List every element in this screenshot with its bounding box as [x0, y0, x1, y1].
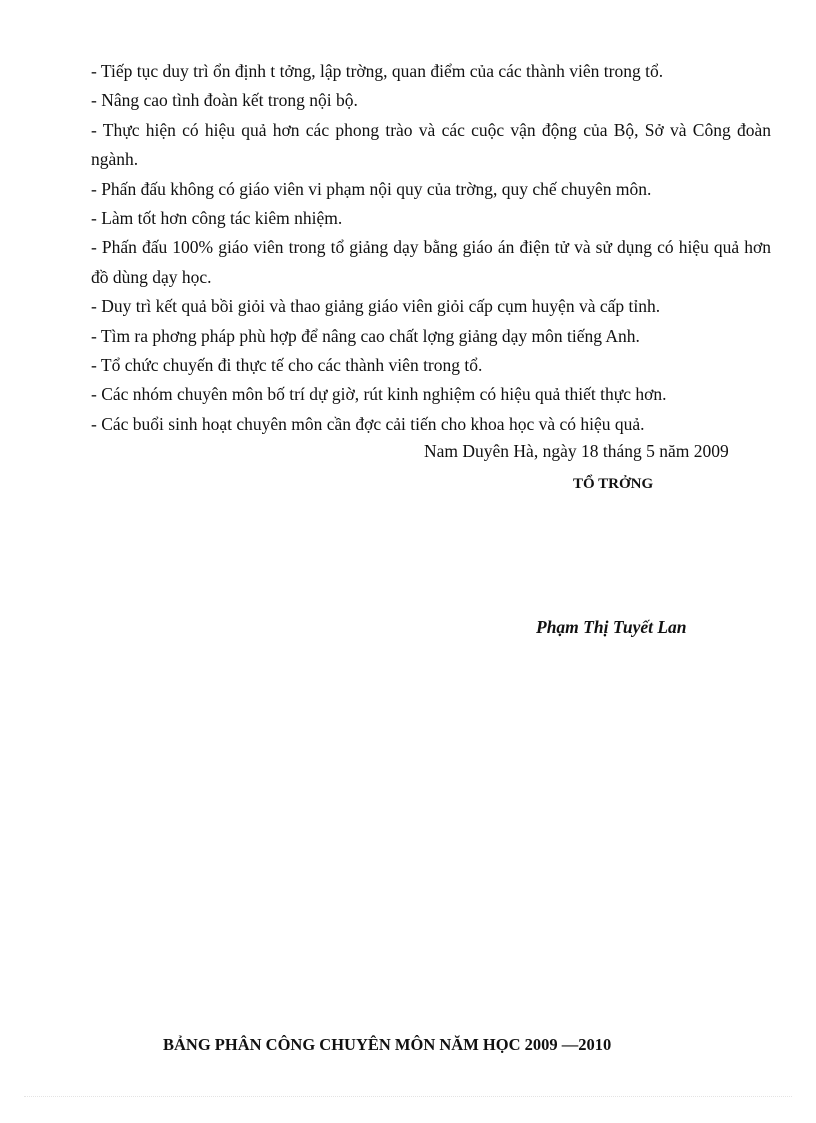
plan-item: - Thực hiện có hiệu quả hơn các phong trào và các cuộc vận động của Bộ, Sở và Công đoàn ngành. [91, 119, 771, 170]
place-date-line: Nam Duyên Hà, ngày 18 tháng 5 năm 2009 [424, 441, 729, 461]
plan-item: - Các nhóm chuyên môn bố trí dự giờ, rút kinh nghiệm có hiệu quả thiết thực hơn. [91, 384, 667, 405]
signer-role: TỔ TRỞNG [573, 476, 654, 492]
plan-item: - Tổ chức chuyến đi thực tế cho các thành viên trong tổ. [91, 355, 483, 376]
plan-item-list [91, 57, 771, 439]
plan-item: - Phấn đấu không có giáo viên vi phạm nội quy của trờng, quy chế chuyên môn. [91, 178, 652, 199]
section-title: BẢNG PHÂN CÔNG CHUYÊN MÔN NĂM HỌC 2009 —2010 [163, 1035, 612, 1054]
plan-item: - Phấn đấu 100% giáo viên trong tổ giảng dạy bằng giáo án điện tử và sử dụng có hiệu quả hơn đồ dùng dạy học. [91, 237, 771, 287]
plan-item: - Duy trì kết quả bồi giỏi và thao giảng giáo viên giỏi cấp cụm huyện và cấp tỉnh. [91, 296, 661, 317]
plan-item: - Các buổi sinh hoạt chuyên môn cần đợc cải tiến cho khoa học và có hiệu quả. [91, 413, 645, 434]
plan-item: - Làm tốt hơn công tác kiêm nhiệm. [91, 208, 343, 229]
signer-name: Phạm Thị Tuyết Lan [536, 617, 687, 637]
plan-item: - Tìm ra phơng pháp phù hợp để nâng cao chất lợng giảng dạy môn tiếng Anh. [91, 325, 640, 346]
plan-item: - Tiếp tục duy trì ổn định t tởng, lập trờng, quan điểm của các thành viên trong tổ. [91, 61, 664, 81]
plan-item: - Nâng cao tình đoàn kết trong nội bộ. [91, 90, 358, 111]
page-bottom-divider [24, 1096, 792, 1097]
